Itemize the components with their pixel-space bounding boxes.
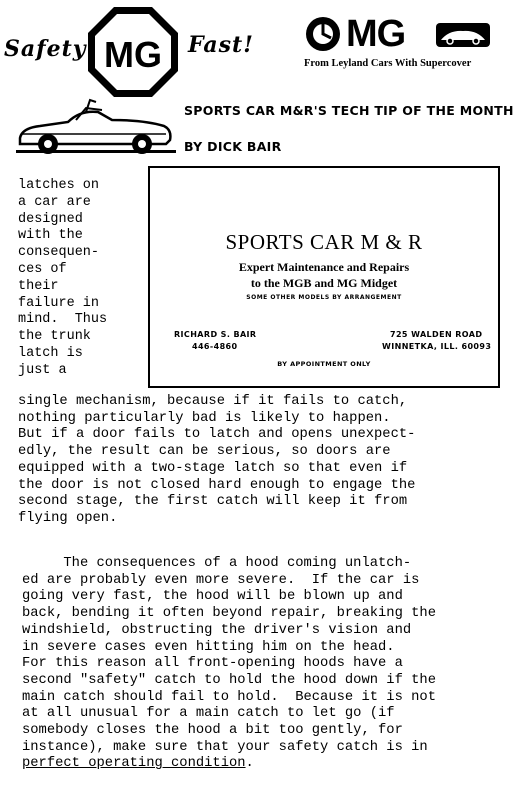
text-line: ed are probably even more severe. If the car is [22, 572, 420, 588]
text-line: somebody closes the hood a bit too gently, for [22, 723, 403, 739]
text-line: their [18, 278, 59, 294]
paragraph-1-full [18, 394, 415, 528]
mg-octagon-logo [86, 5, 180, 99]
text-line: the trunk [18, 329, 91, 345]
text-line: single mechanism, because if it fails to catch, [18, 394, 408, 409]
text-line: windshield, obstructing the driver's vision and [22, 622, 412, 638]
text-line: For this reason all front-opening hoods have a [22, 656, 403, 672]
text-line: nothing particularly bad is likely to happen. [18, 410, 391, 426]
text-line: second stage, the first catch will keep it from [18, 494, 408, 510]
business-card [148, 166, 500, 388]
card-arrangement-note: SOME OTHER MODELS BY ARRANGEMENT [246, 294, 402, 301]
text-line: main catch should fail to hold. Because it is not [22, 689, 436, 705]
paragraph-2 [22, 556, 436, 773]
text-line: latches on [18, 178, 100, 193]
card-service-line: Expert Maintenance and Repairs [238, 260, 410, 274]
text-line: consequen- [18, 245, 100, 261]
card-phone: 446-4860 [192, 342, 238, 351]
text-line: But if a door fails to latch and opens unexpect- [18, 427, 416, 443]
text-line: flying open. [18, 510, 118, 526]
text-line: The consequences of a hood coming unlatch- [22, 556, 412, 571]
safety-word: Safety [4, 36, 87, 62]
paragraph-1-wrapped [18, 178, 107, 380]
text-line: second "safety" catch to hold the hood down if the [22, 672, 436, 688]
text-line: just a [18, 362, 67, 378]
card-title: SPORTS CAR M & R [225, 230, 423, 254]
card-address: 725 WALDEN ROAD [390, 330, 483, 339]
mg-badge-text: MG [104, 34, 162, 75]
fast-word: Fast! [188, 32, 254, 58]
sports-car-illustration [16, 98, 176, 158]
text-line: latch is [18, 345, 83, 361]
underlined-phrase: perfect operating condition [22, 756, 246, 772]
text-line: mind. Thus [18, 312, 108, 328]
tech-tip-heading: SPORTS CAR M&R'S TECH TIP OF THE MONTH [184, 103, 514, 118]
byline: BY DICK BAIR [184, 139, 282, 154]
text-line: in severe cases even hitting him on the head. [22, 639, 395, 655]
text-line: at all unusual for a main catch to let go (if [22, 706, 395, 722]
text-line: with the [18, 228, 83, 244]
card-models-line: to the MGB and MG Midget [250, 276, 398, 290]
final-period: . [245, 756, 254, 772]
text-line: back, bending it often beyond repair, breaking the [22, 606, 436, 622]
text-line: designed [18, 211, 83, 227]
text-line: going very fast, the hood will be blown up and [22, 589, 403, 605]
card-appointment-note: BY APPOINTMENT ONLY [277, 360, 371, 368]
text-line: a car are [18, 194, 91, 210]
text-line: equipped with a two-stage latch so that even if [18, 460, 408, 476]
text-line: failure in [18, 295, 100, 311]
leyland-tagline: From Leyland Cars With Supercover [304, 58, 472, 69]
card-owner-name: RICHARD S. BAIR [174, 330, 257, 339]
text-line: the door is not closed hard enough to engage the [18, 477, 416, 493]
text-line: edly, the result can be serious, so doors are [18, 444, 391, 460]
mg-brand-wordmark: MG [346, 13, 406, 55]
car-emblem-icon [435, 22, 491, 48]
text-line: instance), make sure that your safety catch is in [22, 739, 428, 755]
leyland-logo-icon [305, 16, 341, 52]
text-line: ces of [18, 261, 67, 277]
card-city: WINNETKA, ILL. 60093 [382, 342, 492, 351]
